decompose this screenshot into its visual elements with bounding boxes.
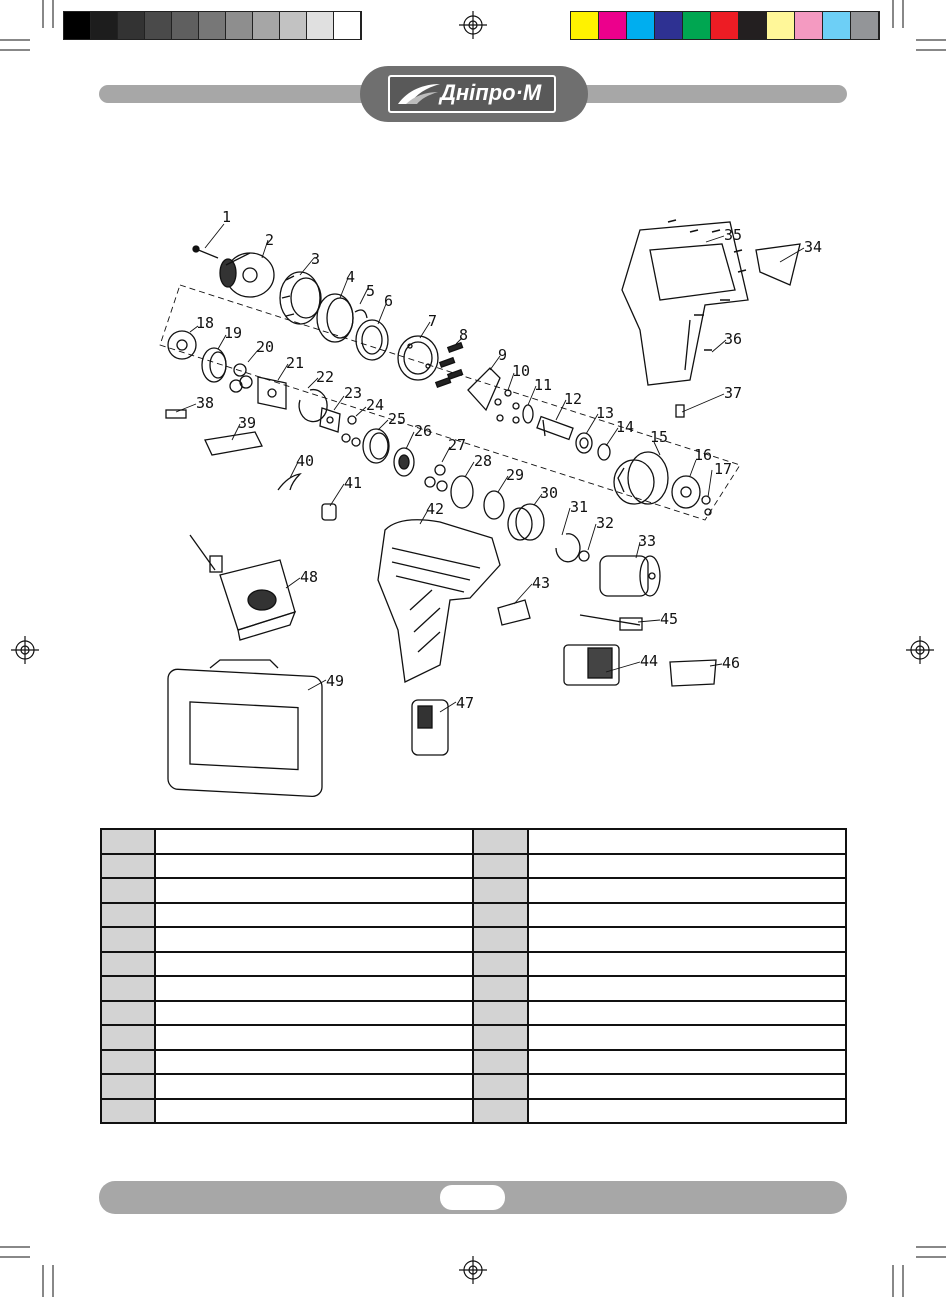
part-planet-gears bbox=[230, 364, 252, 392]
part-name-cell bbox=[528, 854, 846, 879]
callout-44: 44 bbox=[640, 652, 659, 670]
part-chuck bbox=[220, 253, 274, 297]
table-row bbox=[101, 878, 846, 903]
table-row bbox=[101, 829, 846, 854]
callout-20: 20 bbox=[256, 338, 275, 356]
part-name-cell bbox=[528, 829, 846, 854]
part-number-cell bbox=[101, 927, 155, 952]
part-label bbox=[756, 244, 800, 285]
part-name-cell bbox=[155, 1025, 473, 1050]
part-spindle bbox=[537, 417, 573, 440]
part-switch bbox=[564, 645, 619, 685]
part-led bbox=[580, 615, 642, 630]
part-name-cell bbox=[155, 1074, 473, 1099]
callout-35: 35 bbox=[724, 226, 743, 244]
part-number-cell bbox=[473, 1025, 528, 1050]
callout-43: 43 bbox=[532, 574, 551, 592]
part-name-cell bbox=[528, 1025, 846, 1050]
callout-32: 32 bbox=[596, 514, 615, 532]
part-bearing bbox=[576, 433, 592, 453]
table-row bbox=[101, 976, 846, 1001]
part-number-cell bbox=[101, 854, 155, 879]
part-carrier-plate bbox=[320, 408, 340, 432]
part-gear-housing bbox=[614, 452, 668, 504]
callout-8: 8 bbox=[459, 326, 469, 344]
callout-14: 14 bbox=[616, 418, 635, 436]
callout-13: 13 bbox=[596, 404, 615, 422]
callout-31: 31 bbox=[570, 498, 589, 516]
callout-46: 46 bbox=[722, 654, 741, 672]
page-number-pill bbox=[440, 1185, 505, 1210]
part-sun-plate bbox=[394, 448, 414, 476]
callout-26: 26 bbox=[414, 422, 433, 440]
part-name-cell bbox=[155, 976, 473, 1001]
callout-40: 40 bbox=[296, 452, 315, 470]
callout-4: 4 bbox=[346, 268, 356, 286]
part-name-cell bbox=[155, 952, 473, 977]
callout-19: 19 bbox=[224, 324, 243, 342]
table-row bbox=[101, 854, 846, 879]
part-motor-mount bbox=[508, 504, 544, 540]
part-pinion bbox=[579, 551, 589, 561]
part-washer-29 bbox=[484, 491, 504, 519]
part-ring-gear bbox=[363, 429, 389, 463]
callout-24: 24 bbox=[366, 396, 385, 414]
part-case bbox=[168, 660, 322, 797]
part-carrier bbox=[168, 331, 196, 359]
callout-36: 36 bbox=[724, 330, 743, 348]
part-number-cell bbox=[101, 1074, 155, 1099]
part-37 bbox=[676, 405, 684, 417]
table-row bbox=[101, 1099, 846, 1124]
callout-30: 30 bbox=[540, 484, 559, 502]
part-pin bbox=[166, 410, 186, 418]
part-number-cell bbox=[473, 878, 528, 903]
callout-41: 41 bbox=[344, 474, 363, 492]
callout-18: 18 bbox=[196, 314, 215, 332]
part-charger bbox=[190, 535, 295, 640]
part-name-cell bbox=[528, 952, 846, 977]
callout-21: 21 bbox=[286, 354, 305, 372]
callout-28: 28 bbox=[474, 452, 493, 470]
part-clip bbox=[355, 310, 367, 318]
callout-5: 5 bbox=[366, 282, 376, 300]
part-number-cell bbox=[473, 1099, 528, 1124]
callout-29: 29 bbox=[506, 466, 525, 484]
part-number-cell bbox=[473, 1001, 528, 1026]
logo-text: Дніпро·М bbox=[440, 80, 542, 105]
part-name-cell bbox=[528, 1099, 846, 1124]
parts-table bbox=[100, 828, 847, 1124]
part-number-cell bbox=[101, 903, 155, 928]
callout-15: 15 bbox=[650, 428, 669, 446]
part-number-cell bbox=[101, 1025, 155, 1050]
callout-16: 16 bbox=[694, 446, 713, 464]
callout-48: 48 bbox=[300, 568, 319, 586]
table-row bbox=[101, 952, 846, 977]
part-clip-31 bbox=[556, 534, 580, 562]
callout-6: 6 bbox=[384, 292, 394, 310]
part-number-cell bbox=[473, 903, 528, 928]
part-o-ring bbox=[523, 405, 533, 423]
part-name-cell bbox=[528, 927, 846, 952]
part-clutch-ring bbox=[398, 336, 438, 380]
callout-3: 3 bbox=[311, 250, 321, 268]
part-number-cell bbox=[473, 952, 528, 977]
callout-labels bbox=[196, 208, 822, 712]
part-battery bbox=[412, 700, 448, 755]
callout-49: 49 bbox=[326, 672, 345, 690]
callout-33: 33 bbox=[638, 532, 657, 550]
part-name-cell bbox=[155, 1099, 473, 1124]
assembly-axis bbox=[160, 285, 743, 520]
callout-7: 7 bbox=[428, 312, 438, 330]
part-gears-27 bbox=[425, 465, 447, 491]
part-name-cell bbox=[528, 903, 846, 928]
part-number-cell bbox=[101, 1001, 155, 1026]
callout-45: 45 bbox=[660, 610, 679, 628]
part-name-cell bbox=[155, 829, 473, 854]
part-name-cell bbox=[528, 1001, 846, 1026]
part-motor bbox=[600, 556, 660, 596]
part-name-cell bbox=[528, 878, 846, 903]
part-name-cell bbox=[528, 1050, 846, 1075]
part-balls bbox=[495, 390, 519, 423]
callout-9: 9 bbox=[498, 346, 508, 364]
part-number-cell bbox=[101, 878, 155, 903]
part-name-cell bbox=[155, 927, 473, 952]
callout-2: 2 bbox=[265, 231, 275, 249]
callout-1: 1 bbox=[222, 208, 232, 226]
callout-11: 11 bbox=[534, 376, 553, 394]
part-nut bbox=[356, 320, 388, 360]
part-number-cell bbox=[473, 927, 528, 952]
part-housing-main bbox=[378, 520, 500, 682]
part-name-cell bbox=[155, 854, 473, 879]
part-ring-28 bbox=[451, 476, 473, 508]
callout-23: 23 bbox=[344, 384, 363, 402]
table-row bbox=[101, 1001, 846, 1026]
part-number-cell bbox=[101, 952, 155, 977]
callout-12: 12 bbox=[564, 390, 583, 408]
callout-39: 39 bbox=[238, 414, 257, 432]
part-name-cell bbox=[528, 1074, 846, 1099]
callout-27: 27 bbox=[448, 436, 467, 454]
callout-37: 37 bbox=[724, 384, 743, 402]
part-gear-plate bbox=[672, 476, 700, 508]
part-number-cell bbox=[101, 1050, 155, 1075]
part-number-cell bbox=[473, 854, 528, 879]
part-number-cell bbox=[473, 1074, 528, 1099]
part-number-cell bbox=[101, 1099, 155, 1124]
table-row bbox=[101, 1074, 846, 1099]
part-sleeve bbox=[280, 272, 321, 324]
callout-22: 22 bbox=[316, 368, 335, 386]
callout-25: 25 bbox=[388, 410, 407, 428]
callout-34: 34 bbox=[804, 238, 823, 256]
part-clip-plate bbox=[205, 432, 262, 455]
part-housing-half bbox=[622, 222, 748, 385]
part-knob bbox=[322, 504, 336, 520]
callout-10: 10 bbox=[512, 362, 531, 380]
callout-38: 38 bbox=[196, 394, 215, 412]
part-terminal bbox=[670, 660, 716, 686]
part-disc bbox=[258, 377, 286, 409]
part-washer bbox=[598, 444, 610, 460]
part-springs bbox=[436, 343, 463, 387]
part-spring-40 bbox=[278, 474, 300, 490]
table-row bbox=[101, 903, 846, 928]
part-small-gears bbox=[342, 416, 360, 446]
part-number-cell bbox=[101, 976, 155, 1001]
callout-17: 17 bbox=[714, 460, 733, 478]
part-name-cell bbox=[155, 1001, 473, 1026]
part-number-cell bbox=[473, 976, 528, 1001]
part-name-cell bbox=[155, 903, 473, 928]
callout-42: 42 bbox=[426, 500, 445, 518]
part-name-cell bbox=[155, 1050, 473, 1075]
part-number-cell bbox=[101, 829, 155, 854]
part-number-cell bbox=[473, 1050, 528, 1075]
part-name-cell bbox=[528, 976, 846, 1001]
table-row bbox=[101, 1050, 846, 1075]
table-row bbox=[101, 927, 846, 952]
part-number-cell bbox=[473, 829, 528, 854]
table-row bbox=[101, 1025, 846, 1050]
callout-47: 47 bbox=[456, 694, 475, 712]
part-name-cell bbox=[155, 878, 473, 903]
